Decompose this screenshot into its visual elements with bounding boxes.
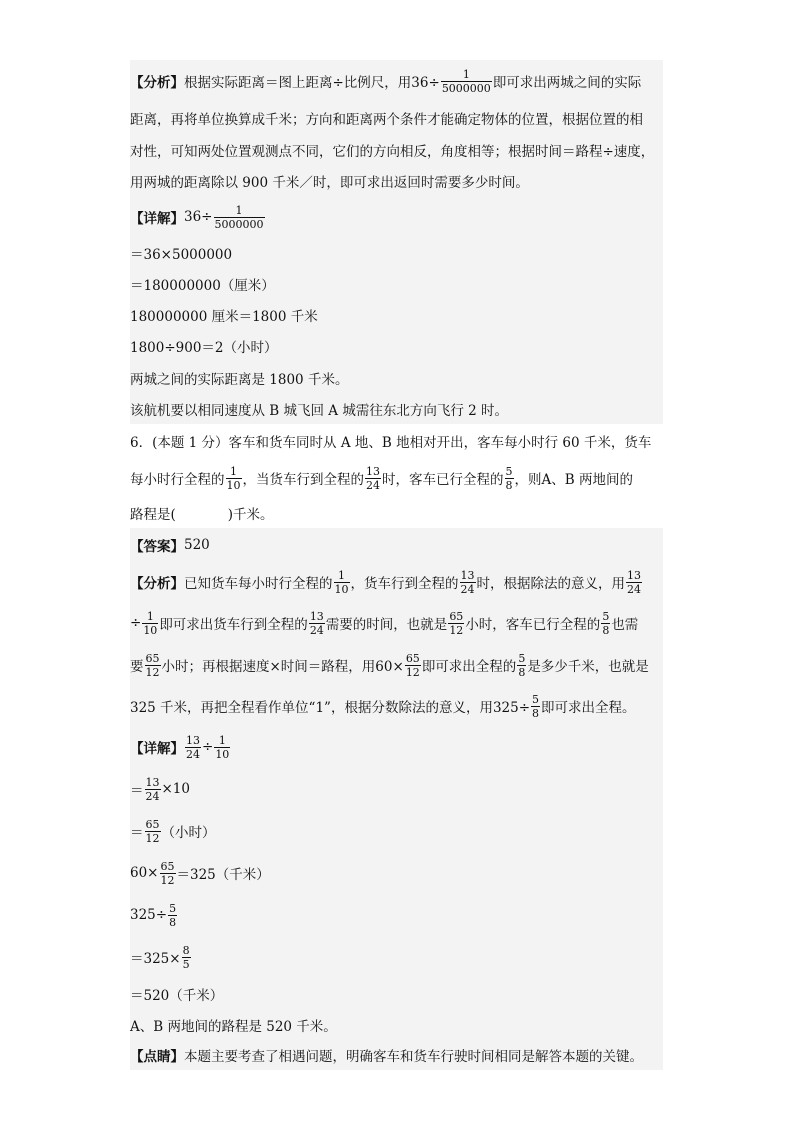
fraction-denominator: 10 <box>143 623 158 637</box>
detail-line <box>130 978 663 1010</box>
fraction-numerator: 13 <box>460 568 475 582</box>
fraction-denominator: 8 <box>518 665 526 679</box>
fraction <box>601 610 610 637</box>
text-segment: ＝520（千米） <box>130 988 224 1004</box>
fraction-denominator: 10 <box>215 747 230 761</box>
detail-line <box>130 394 663 424</box>
detail-line <box>130 196 663 238</box>
fraction <box>365 465 381 492</box>
fraction-denominator: 8 <box>532 706 540 720</box>
fraction-denominator: 24 <box>186 747 200 761</box>
text-segment: 即可求出全程的 <box>421 659 517 675</box>
fraction <box>517 652 526 679</box>
analysis-tag: 【分析】 <box>130 576 184 592</box>
fraction-numerator: 1 <box>338 568 345 582</box>
fraction <box>626 569 642 596</box>
detail-tag: 【详解】 <box>130 211 184 227</box>
fraction <box>160 860 176 887</box>
fraction-denominator: 8 <box>505 478 513 492</box>
fraction-numerator: 8 <box>182 943 190 957</box>
detail-line <box>130 726 663 768</box>
fraction-numerator: 1 <box>462 67 470 81</box>
fraction <box>145 652 161 679</box>
fraction <box>505 465 514 492</box>
fraction-denominator: 10 <box>226 478 241 492</box>
detail-line <box>130 894 663 936</box>
fraction-numerator: 5 <box>518 651 526 665</box>
fraction-numerator: 13 <box>366 464 380 478</box>
fraction-denominator: 24 <box>460 582 475 596</box>
detail-line <box>130 238 663 268</box>
fraction <box>334 569 350 596</box>
text-segment: 36÷ <box>184 209 213 225</box>
text-segment: 已知货车每小时行全程的 <box>184 576 333 592</box>
text-segment: （小时） <box>161 825 216 841</box>
fraction-numerator: 65 <box>160 859 175 873</box>
fraction-denominator: 5 <box>182 957 190 971</box>
fraction-denominator: 12 <box>160 873 175 887</box>
fraction-numerator: 5 <box>505 464 513 478</box>
text-segment: ＝36×5000000 <box>130 247 233 263</box>
analysis-line <box>130 102 663 134</box>
text-segment: 该航机要以相同速度从 B 城飞回 A 城需往东北方向飞行 2 时。 <box>130 403 509 419</box>
fraction-numerator: 13 <box>186 733 200 747</box>
text-segment: 325÷ <box>130 907 168 923</box>
fraction-denominator: 24 <box>366 478 380 492</box>
fraction-denominator: 10 <box>334 582 349 596</box>
analysis-line <box>130 644 663 686</box>
text-segment: 本题主要考查了相遇问题，明确客车和货车行驶时间相同是解答本题的关键。 <box>184 1049 643 1065</box>
text-segment: ＝ <box>130 783 144 799</box>
text-segment: 每小时行全程的 <box>130 472 225 488</box>
analysis-line <box>130 602 663 644</box>
text-segment: ，当货车行到全程的 <box>242 472 364 488</box>
text-segment: 对性，可知两处位置观测点不同，它们的方向相反，角度相等；根据时间＝路程÷速度， <box>130 144 655 160</box>
text-segment: 时，客车已行全程的 <box>382 472 504 488</box>
fraction-denominator: 12 <box>145 831 160 845</box>
detail-line <box>130 936 663 978</box>
text-segment: ×10 <box>161 781 190 797</box>
analysis-line <box>130 562 663 602</box>
text-segment: ＝325（千米） <box>176 867 270 883</box>
text-segment: ＝ <box>130 825 144 841</box>
fraction <box>214 734 230 761</box>
fraction-denominator: 8 <box>602 623 610 637</box>
fraction <box>405 652 421 679</box>
text-segment: 即可求出全程。 <box>541 700 636 716</box>
text-segment: 1800÷900＝2（小时） <box>130 340 278 356</box>
text: 即可求出两城之间的实际 <box>492 75 642 91</box>
text-segment: 60× <box>130 865 159 881</box>
fraction-numerator: 65 <box>145 817 160 831</box>
fraction-numerator: 65 <box>449 609 464 623</box>
fraction <box>448 610 464 637</box>
fraction-numerator: 5 <box>532 692 540 706</box>
detail-tag: 【详解】 <box>130 741 184 757</box>
analysis-line <box>130 166 663 196</box>
text-segment: 也需 <box>611 617 639 633</box>
fraction-denominator: 5000000 <box>441 81 491 95</box>
text-segment: 180000000 厘米＝1800 千米 <box>130 309 318 325</box>
text-segment: 要 <box>130 659 144 675</box>
text-segment: ，货车行到全程的 <box>350 576 459 592</box>
fraction <box>531 693 540 720</box>
text-segment: 是多少千米，也就是 <box>527 659 649 675</box>
fraction-numerator: 1 <box>230 464 237 478</box>
text-segment: ÷ <box>202 739 214 755</box>
fraction-numerator: 13 <box>145 775 160 789</box>
analysis-tag: 【分析】 <box>130 75 184 91</box>
question-line <box>130 424 663 458</box>
text-segment: 用两城的距离除以 900 千米／时，即可求出返回时需要多少时间。 <box>130 175 529 191</box>
fraction <box>460 569 476 596</box>
fraction <box>185 734 201 761</box>
text-segment: 小时，客车已行全程的 <box>465 617 601 633</box>
fraction-denominator: 12 <box>449 623 464 637</box>
fraction-numerator: 1 <box>218 733 226 747</box>
comment-line <box>130 1040 663 1070</box>
fraction-denominator: 24 <box>145 789 160 803</box>
text-segment: 325 千米，再把全程看作单位“1”，根据分数除法的意义，用325÷ <box>130 700 531 716</box>
fraction-numerator: 65 <box>145 651 160 665</box>
answer-value: 520 <box>184 537 210 553</box>
fraction-numerator: 13 <box>309 609 324 623</box>
text-segment: 路程是( <box>130 507 176 523</box>
fraction-denominator: 8 <box>169 915 177 929</box>
text-segment: 两城之间的实际距离是 1800 千米。 <box>130 372 349 388</box>
fraction-numerator: 13 <box>627 568 641 582</box>
fraction <box>441 68 492 95</box>
text-segment: 小时；再根据速度×时间＝路程，用60× <box>161 659 404 675</box>
text-segment: ＝325× <box>130 951 181 967</box>
analysis-line <box>130 686 663 726</box>
text-segment: 需要的时间，也就是 <box>325 617 448 633</box>
fraction <box>145 818 161 845</box>
comment-tag: 【点睛】 <box>130 1049 184 1065</box>
text-segment: 即可求出货车行到全程的 <box>159 617 308 633</box>
answer-line <box>130 528 663 562</box>
detail-line <box>130 300 663 330</box>
fraction-denominator: 24 <box>627 582 641 596</box>
text-segment: ÷ <box>130 615 142 631</box>
fraction <box>182 944 191 971</box>
detail-line <box>130 852 663 894</box>
fraction <box>142 610 158 637</box>
fraction-numerator: 65 <box>405 651 420 665</box>
text-segment: )千米。 <box>227 507 274 523</box>
text-segment: 时，根据除法的意义，用 <box>476 576 625 592</box>
text: 根据实际距离＝图上距离÷比例尺，用36÷ <box>184 75 440 91</box>
question-line <box>130 498 663 528</box>
detail-line <box>130 768 663 810</box>
question-line <box>130 458 663 498</box>
fraction <box>309 610 325 637</box>
text-segment: ，则A、B 两地间的 <box>514 472 633 488</box>
fraction-numerator: 1 <box>146 609 154 623</box>
answer-tag: 【答案】 <box>130 539 184 555</box>
detail-line <box>130 362 663 394</box>
detail-line <box>130 810 663 852</box>
fraction-denominator: 24 <box>309 623 324 637</box>
analysis-line <box>130 60 663 102</box>
fraction-numerator: 5 <box>169 901 177 915</box>
fraction-numerator: 1 <box>235 203 243 217</box>
fraction-denominator: 12 <box>145 665 160 679</box>
fraction <box>214 204 265 231</box>
detail-line <box>130 330 663 362</box>
text-segment: 6．(本题 1 分）客车和货车同时从 A 地、B 地相对开出，客车每小时行 60 千米，货车 <box>130 435 652 451</box>
fraction-numerator: 5 <box>602 609 610 623</box>
text-segment: A、B 两地间的路程是 520 千米。 <box>130 1019 337 1035</box>
detail-line <box>130 268 663 300</box>
analysis-line <box>130 134 663 166</box>
fraction <box>226 465 242 492</box>
detail-line <box>130 1010 663 1040</box>
text-segment: ＝180000000（厘米） <box>130 278 275 294</box>
fraction-denominator: 12 <box>405 665 420 679</box>
text-segment: 距离，再将单位换算成千米；方向和距离两个条件才能确定物体的位置，根据位置的相 <box>130 112 643 128</box>
fraction <box>168 902 177 929</box>
fraction-denominator: 5000000 <box>214 217 264 231</box>
fraction <box>145 776 161 803</box>
